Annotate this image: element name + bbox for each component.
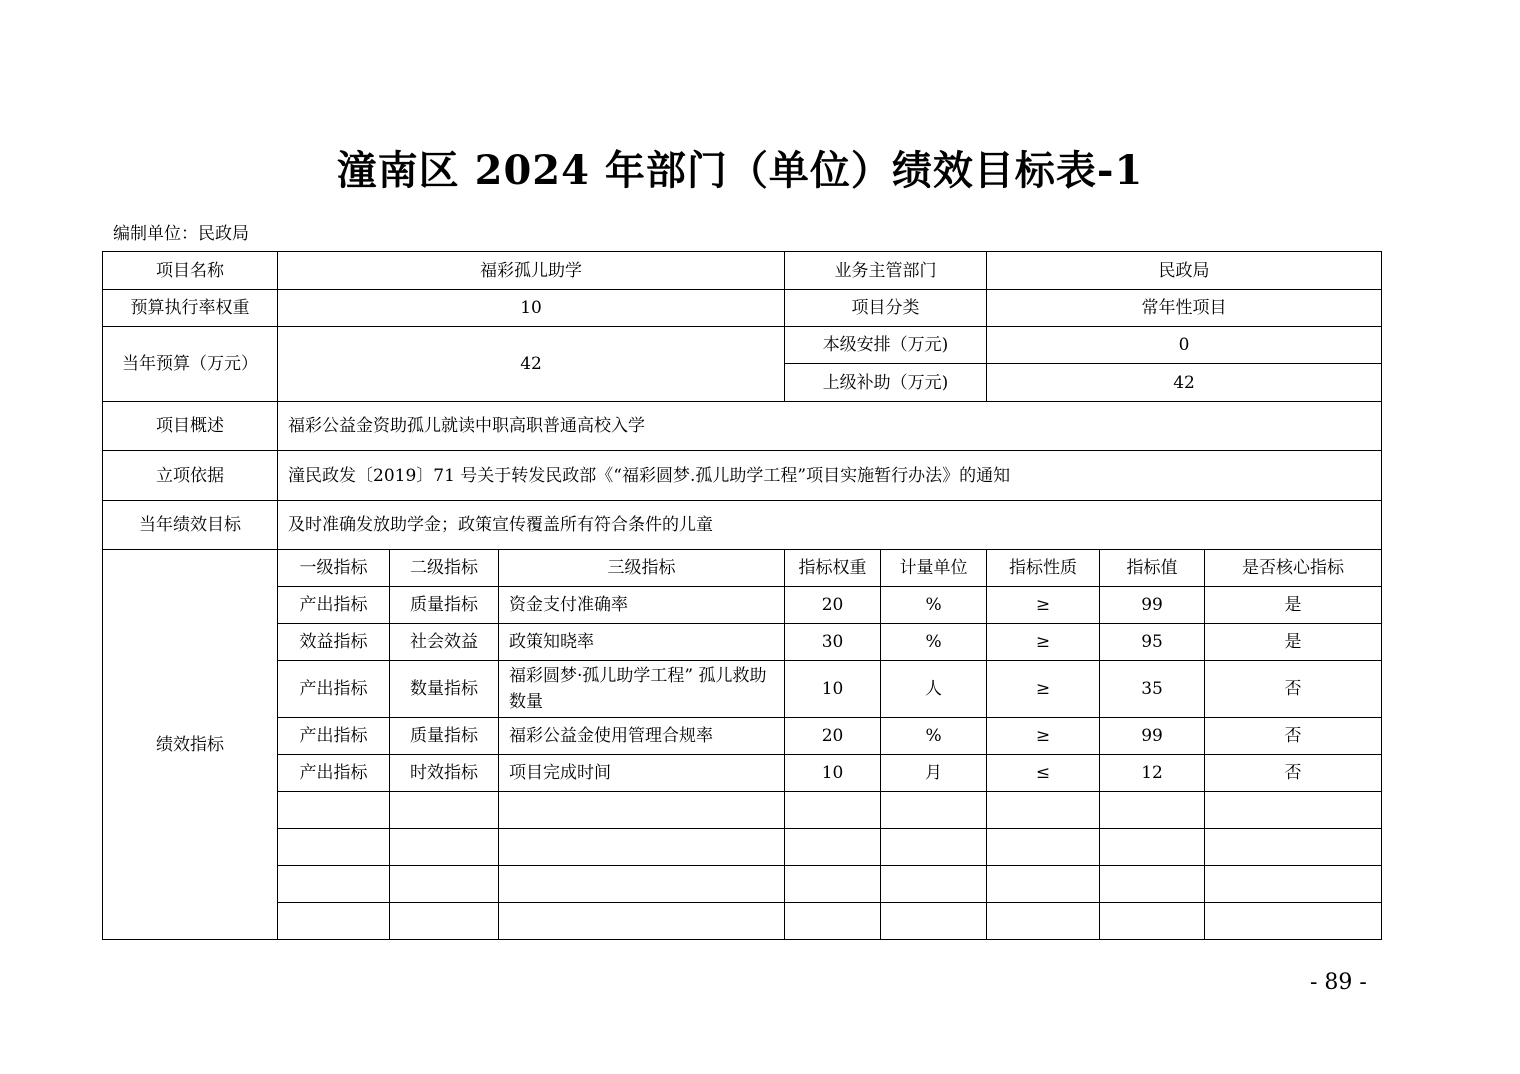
indicator-weight: 10 — [785, 661, 881, 718]
upper-value: 42 — [987, 364, 1382, 402]
compiling-unit: 编制单位：民政局 — [113, 224, 249, 244]
empty-cell — [278, 866, 390, 903]
indicator-header-row — [103, 550, 1382, 587]
indicator-weight: 10 — [785, 755, 881, 792]
indicator-unit: % — [881, 624, 987, 661]
indicator-core: 是 — [1205, 587, 1382, 624]
category-label: 项目分类 — [785, 290, 987, 327]
empty-cell — [785, 903, 881, 940]
project-name-label: 项目名称 — [103, 252, 278, 290]
indicator-row — [103, 587, 1382, 624]
empty-cell — [881, 866, 987, 903]
empty-row — [103, 903, 1382, 940]
col-header-level1: 一级指标 — [278, 550, 390, 587]
indicators-section-label: 绩效指标 — [103, 550, 278, 940]
page-number: - 89 - — [1310, 970, 1367, 995]
goal-value: 及时准确发放助学金；政策宣传覆盖所有符合条件的儿童 — [278, 501, 1382, 550]
empty-cell — [785, 792, 881, 829]
empty-row — [103, 792, 1382, 829]
indicator-level1: 产出指标 — [278, 718, 390, 755]
indicator-row — [103, 718, 1382, 755]
empty-cell — [499, 866, 785, 903]
row-budget — [103, 327, 1382, 364]
empty-row — [103, 829, 1382, 866]
indicator-level3: 福彩公益金使用管理合规率 — [499, 718, 785, 755]
indicator-nature: ≤ — [987, 755, 1100, 792]
dept-value: 民政局 — [987, 252, 1382, 290]
indicator-value: 99 — [1100, 718, 1205, 755]
empty-cell — [881, 792, 987, 829]
indicator-value: 99 — [1100, 587, 1205, 624]
row-exec-weight — [103, 290, 1382, 327]
empty-cell — [278, 903, 390, 940]
empty-cell — [390, 792, 499, 829]
indicator-nature: ≥ — [987, 624, 1100, 661]
upper-label: 上级补助（万元) — [785, 364, 987, 402]
indicator-level3: 资金支付准确率 — [499, 587, 785, 624]
empty-cell — [1205, 829, 1382, 866]
indicator-level3: 政策知晓率 — [499, 624, 785, 661]
col-header-weight: 指标权重 — [785, 550, 881, 587]
empty-cell — [390, 866, 499, 903]
exec-weight-label: 预算执行率权重 — [103, 290, 278, 327]
indicator-core: 否 — [1205, 718, 1382, 755]
dept-label: 业务主管部门 — [785, 252, 987, 290]
indicator-level2: 时效指标 — [390, 755, 499, 792]
row-goal — [103, 501, 1382, 550]
project-name-value: 福彩孤儿助学 — [278, 252, 785, 290]
row-project-name — [103, 252, 1382, 290]
empty-cell — [1100, 903, 1205, 940]
budget-label: 当年预算（万元） — [103, 327, 278, 402]
indicator-core: 是 — [1205, 624, 1382, 661]
local-label: 本级安排（万元) — [785, 327, 987, 364]
row-basis — [103, 451, 1382, 501]
indicator-level2: 质量指标 — [390, 587, 499, 624]
col-header-core: 是否核心指标 — [1205, 550, 1382, 587]
empty-cell — [1100, 792, 1205, 829]
empty-cell — [278, 829, 390, 866]
indicator-level3: 项目完成时间 — [499, 755, 785, 792]
basis-value: 潼民政发〔2019〕71 号关于转发民政部《“福彩圆梦.孤儿助学工程”项目实施暂行办法》的通知 — [278, 451, 1382, 501]
indicator-level3: 福彩圆梦·孤儿助学工程” 孤儿救助数量 — [499, 661, 785, 718]
empty-cell — [499, 903, 785, 940]
empty-cell — [1205, 866, 1382, 903]
indicator-core: 否 — [1205, 755, 1382, 792]
indicator-level2: 质量指标 — [390, 718, 499, 755]
empty-cell — [881, 829, 987, 866]
empty-cell — [499, 829, 785, 866]
empty-cell — [987, 829, 1100, 866]
indicator-nature: ≥ — [987, 661, 1100, 718]
indicator-level1: 效益指标 — [278, 624, 390, 661]
empty-cell — [390, 829, 499, 866]
category-value: 常年性项目 — [987, 290, 1382, 327]
indicator-unit: 月 — [881, 755, 987, 792]
indicator-row — [103, 661, 1382, 718]
indicator-value: 35 — [1100, 661, 1205, 718]
indicator-level2: 社会效益 — [390, 624, 499, 661]
indicator-row — [103, 624, 1382, 661]
indicator-level2: 数量指标 — [390, 661, 499, 718]
empty-cell — [987, 866, 1100, 903]
col-header-unit: 计量单位 — [881, 550, 987, 587]
empty-cell — [1205, 792, 1382, 829]
indicator-nature: ≥ — [987, 587, 1100, 624]
indicator-unit: % — [881, 718, 987, 755]
indicator-level1: 产出指标 — [278, 661, 390, 718]
budget-value: 42 — [278, 327, 785, 402]
indicator-nature: ≥ — [987, 718, 1100, 755]
row-overview — [103, 402, 1382, 451]
empty-cell — [390, 903, 499, 940]
empty-cell — [987, 903, 1100, 940]
empty-cell — [499, 792, 785, 829]
indicator-core: 否 — [1205, 661, 1382, 718]
indicator-level1: 产出指标 — [278, 755, 390, 792]
overview-label: 项目概述 — [103, 402, 278, 451]
indicator-weight: 20 — [785, 718, 881, 755]
indicator-weight: 30 — [785, 624, 881, 661]
performance-target-table — [102, 251, 1382, 940]
basis-label: 立项依据 — [103, 451, 278, 501]
empty-row — [103, 866, 1382, 903]
col-header-nature: 指标性质 — [987, 550, 1100, 587]
empty-cell — [1100, 829, 1205, 866]
local-value: 0 — [987, 327, 1382, 364]
page-title: 潼南区 2024 年部门（单位）绩效目标表-1 — [336, 147, 1144, 194]
col-header-level2: 二级指标 — [390, 550, 499, 587]
exec-weight-value: 10 — [278, 290, 785, 327]
empty-cell — [278, 792, 390, 829]
goal-label: 当年绩效目标 — [103, 501, 278, 550]
indicator-level1: 产出指标 — [278, 587, 390, 624]
empty-cell — [987, 792, 1100, 829]
empty-cell — [1100, 866, 1205, 903]
col-header-level3: 三级指标 — [499, 550, 785, 587]
indicator-value: 12 — [1100, 755, 1205, 792]
indicator-weight: 20 — [785, 587, 881, 624]
indicator-unit: 人 — [881, 661, 987, 718]
empty-cell — [881, 903, 987, 940]
empty-cell — [1205, 903, 1382, 940]
indicator-unit: % — [881, 587, 987, 624]
empty-cell — [785, 829, 881, 866]
overview-value: 福彩公益金资助孤儿就读中职高职普通高校入学 — [278, 402, 1382, 451]
empty-cell — [785, 866, 881, 903]
indicator-row — [103, 755, 1382, 792]
col-header-value: 指标值 — [1100, 550, 1205, 587]
indicator-value: 95 — [1100, 624, 1205, 661]
